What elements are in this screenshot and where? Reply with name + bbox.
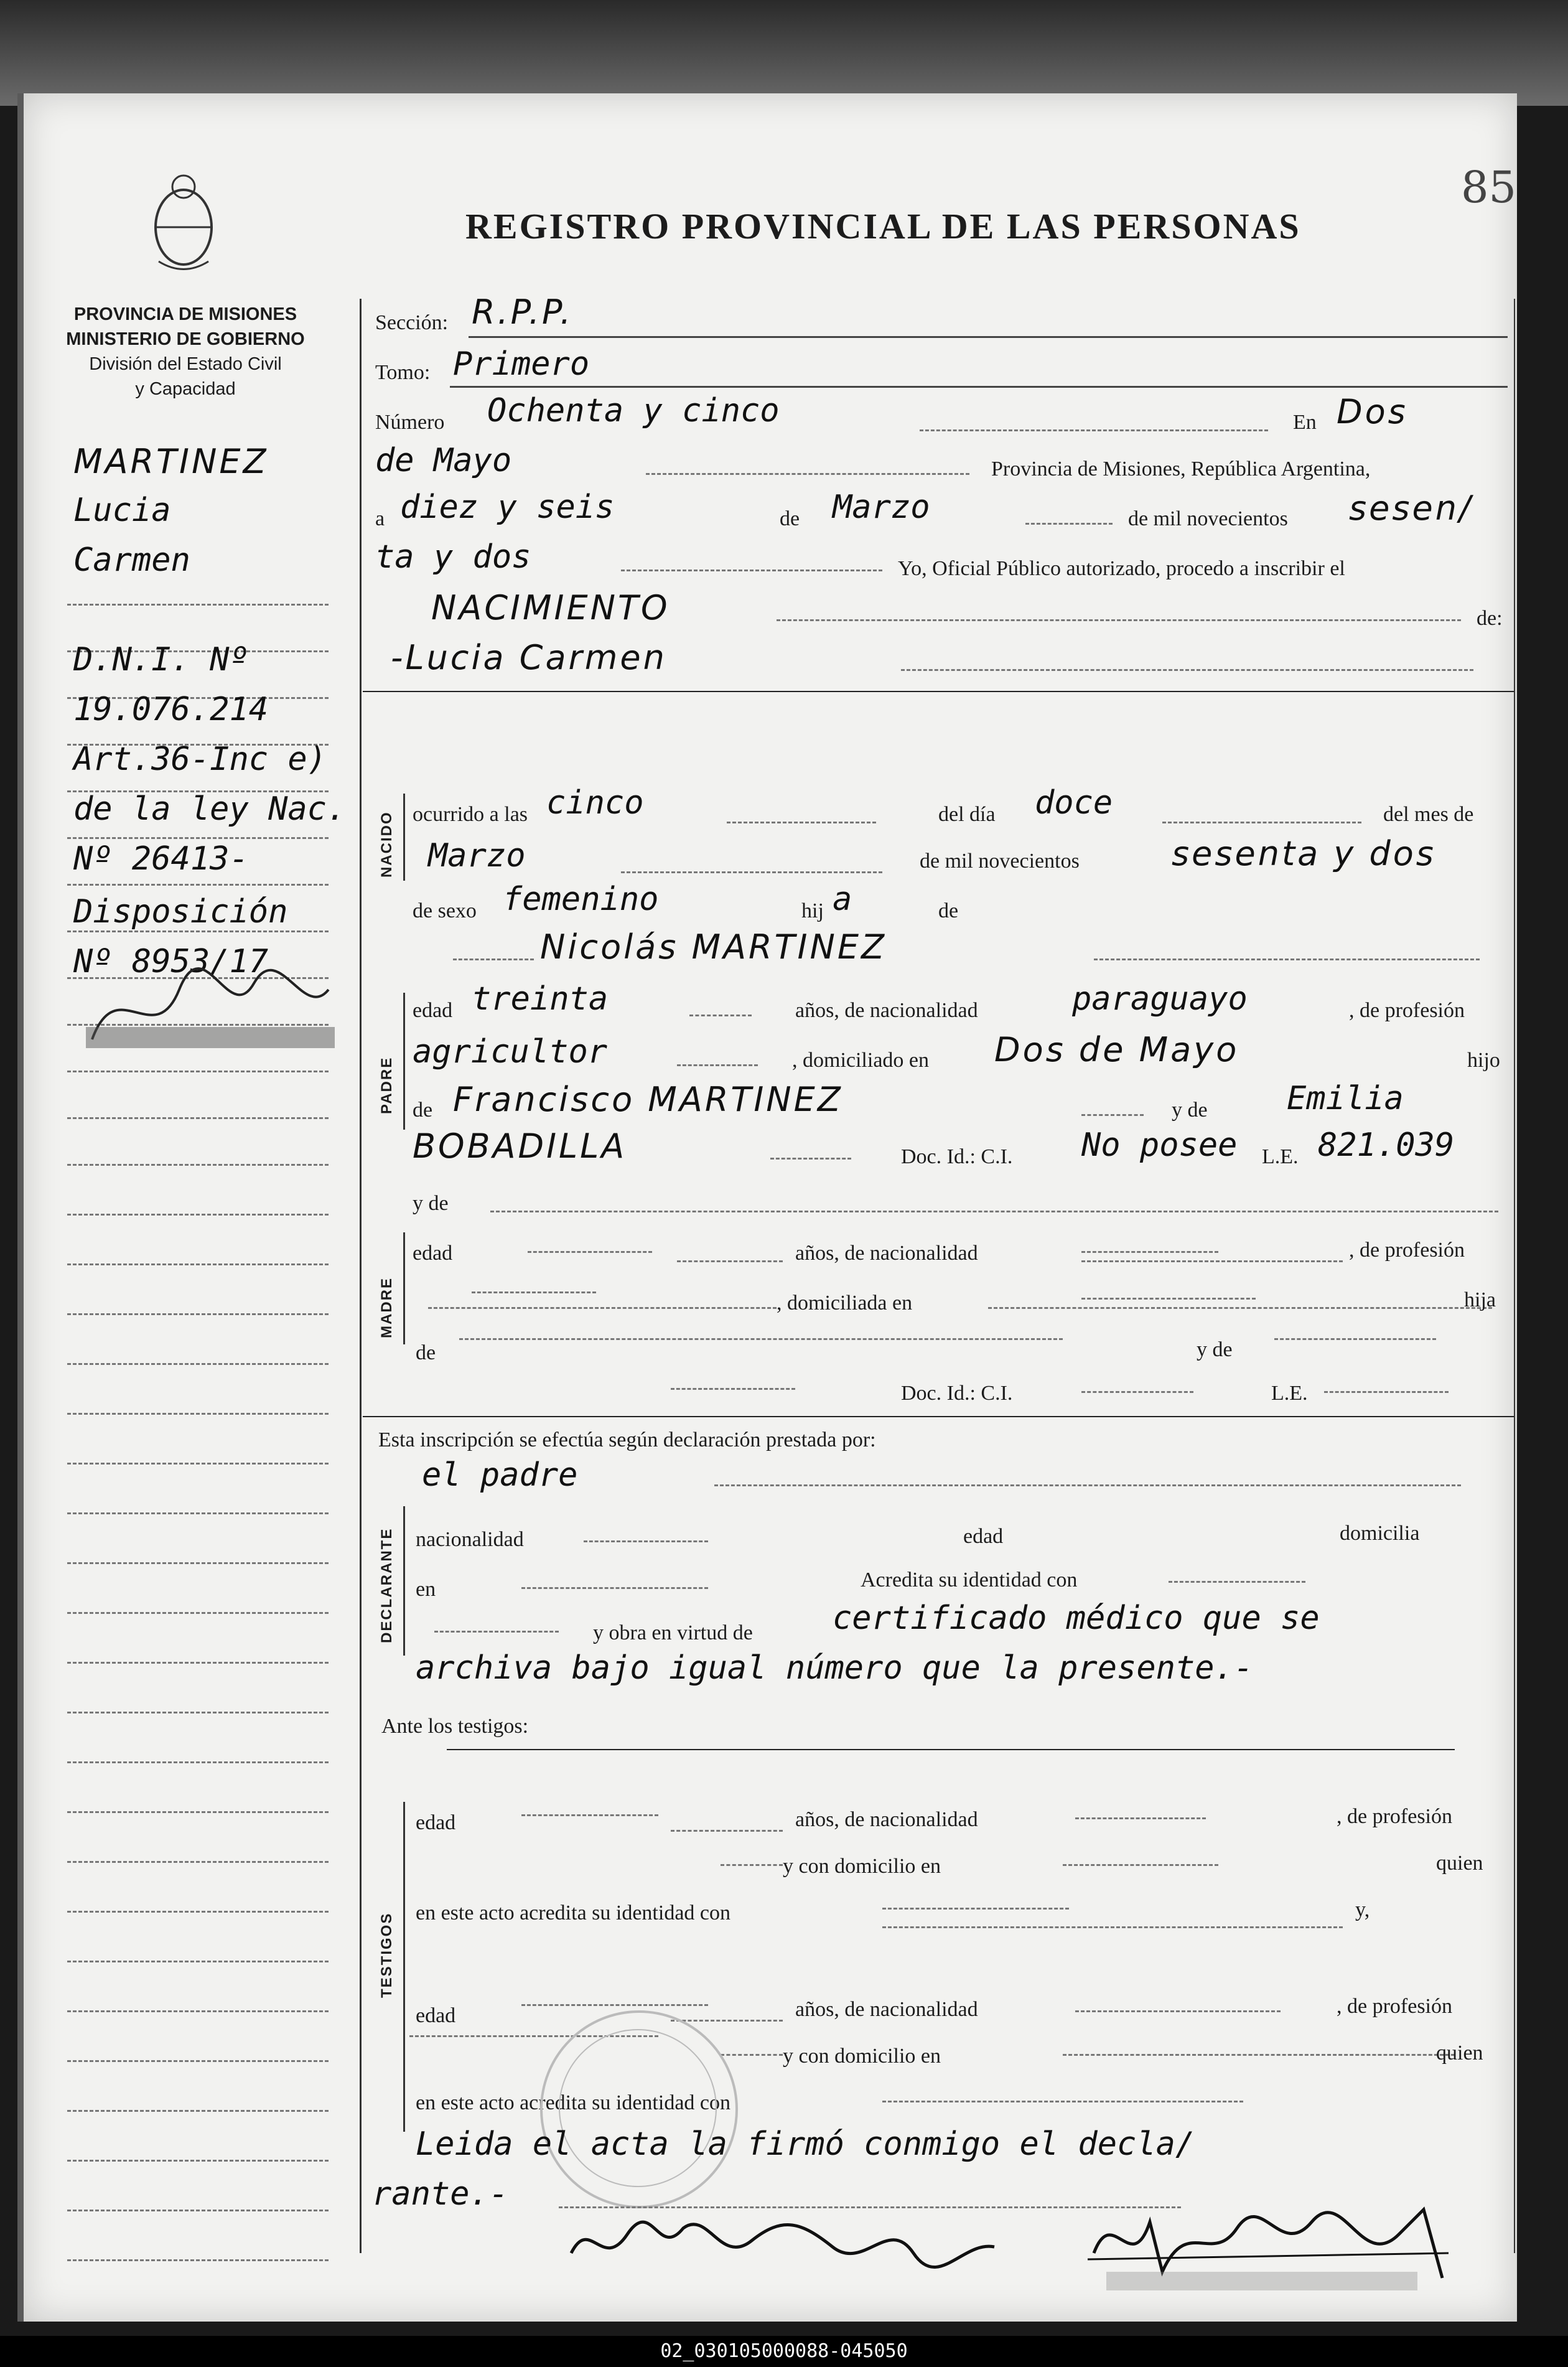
folio-number: 85 [1461,162,1517,213]
section-nacido: NACIDO [378,811,395,878]
section-padre: PADRE [378,1056,395,1114]
padre-prof-value: agricultor [413,1033,608,1071]
padre-nac-label: años, de nacionalidad [795,999,978,1022]
padre-le-value: 821.039 [1318,1127,1455,1164]
declarante-obra-label: y obra en virtud de [593,1621,753,1644]
month-value: Marzo [833,489,930,526]
padre-prof-label: , de profesión [1349,999,1465,1022]
testigo1-edad-label: edad [416,1811,456,1834]
declarante-value: el padre [422,1456,578,1494]
padre-doc-label: Doc. Id.: C.I. [901,1145,1013,1168]
day-value: diez y seis [400,489,615,526]
margin-law: de la ley Nac. [73,790,347,828]
ocurrido-label: ocurrido a las [413,803,528,826]
official-name-stamp [1106,2266,1417,2297]
year-value-cont: ta y dos [375,538,531,576]
padre-edad-value: treinta [472,980,609,1018]
seccion-value: R.P.P. [472,293,574,332]
tomo-label: Tomo: [375,361,431,384]
madre-doc-label: Doc. Id.: C.I. [901,1382,1013,1405]
testigo1-y-label: y, [1355,1898,1370,1921]
registered-name: -Lucia Carmen [391,638,667,677]
madre-dom-label: , domiciliada en [777,1291,913,1315]
de-nacido-label: de [938,899,959,922]
margin-surname: MARTINEZ [73,442,269,481]
declarante-acredita-label: Acredita su identidad con [861,1568,1078,1591]
testigos-intro: Ante los testigos: [381,1715,529,1738]
form-left-border [360,299,362,2253]
padre-le-label: L.E. [1262,1145,1299,1168]
numero-label: Número [375,411,445,434]
section-madre: MADRE [378,1277,395,1338]
margin-disposition-number: Nº 8953/17 [73,943,269,980]
margin-signature-icon [80,965,341,1058]
tomo-value: Primero [453,345,590,383]
en-label: En [1293,411,1317,434]
closing-line2: rante.- [372,2175,509,2213]
margin-dni-number: 19.076.214 [73,691,269,728]
hij-value: a [833,881,852,918]
mes-label: del mes de [1383,803,1474,826]
numero-value: Ochenta y cinco [487,392,780,429]
testigo1-quien-label: quien [1436,1852,1483,1875]
declarante-obra-value: certificado médico que se [833,1600,1320,1637]
padre-de-label: de [413,1099,433,1122]
madre-de-label: de [416,1341,436,1364]
madre-hija-label: hija [1464,1288,1496,1311]
madre-yde2-label: y de [1197,1338,1233,1361]
madre-le-label: L.E. [1271,1382,1308,1405]
declarante-obra-value2: archiva bajo igual número que la presente.- [416,1649,1254,1687]
madre-edad-label: edad [413,1242,453,1265]
padre-dom-label: , domiciliado en [792,1049,930,1072]
issuer-line: PROVINCIA DE MISIONES [73,304,297,324]
anio-label: de mil novecientos [920,850,1080,873]
issuer-line: MINISTERIO DE GOBIERNO [66,329,305,349]
margin-given-name: Carmen [73,541,190,579]
closing-line1: Leida el acta la firmó conmigo el decla/ [416,2126,1195,2163]
testigo2-quien-label: quien [1436,2041,1483,2065]
padre-yde-label: y de [1172,1099,1208,1122]
margin-law-number: Nº 26413- [73,840,249,878]
anio-value: sesenta y dos [1172,834,1436,873]
testigo2-edad-label: edad [416,2004,456,2027]
margin-article: Art.36-Inc e) [73,741,327,778]
dia-value: doce [1035,784,1113,822]
testigo1-nac-label: años, de nacionalidad [795,1808,978,1831]
margin-given-name: Lucia [73,492,171,529]
hij-label: hij [801,899,824,922]
issuer-line: y Capacidad [135,379,236,399]
testigo1-dom-label: y con domicilio en [783,1855,941,1878]
grandfather-name: Francisco MARTINEZ [453,1080,843,1119]
mes-value: Marzo [428,837,526,874]
declarante-nac-label: nacionalidad [416,1528,524,1551]
madre-prof-label: , de profesión [1349,1239,1465,1262]
issuer-line: División del Estado Civil [89,354,282,374]
oficial-text: Yo, Oficial Público autorizado, procedo a inscribir el [898,557,1345,580]
form-right-border [1514,299,1515,2253]
declarante-en-label: en [416,1578,436,1601]
madre-yde-label: y de [413,1192,449,1215]
section-declarante: DECLARANTE [378,1527,395,1643]
testigo2-prof-label: , de profesión [1337,1995,1453,2018]
official-seal-inner [559,2029,717,2187]
padre-dom-value: Dos de Mayo [994,1030,1239,1069]
de-label: de [780,507,800,530]
seccion-label: Sección: [375,311,449,334]
sexo-label: de sexo [413,899,477,922]
declarante-intro: Esta inscripción se efectúa según declaración prestada por: [378,1428,876,1451]
province-label: Provincia de Misiones, República Argentina, [991,457,1371,480]
padre-hijo-label: hijo [1467,1049,1500,1072]
testigo1-prof-label: , de profesión [1337,1805,1453,1828]
grandmother-surname: BOBADILLA [413,1127,627,1166]
madre-nac-label: años, de nacionalidad [795,1242,978,1265]
issuer-block [49,302,322,401]
sexo-value: femenino [503,881,659,918]
a-label: a [375,507,385,530]
margin-disposition: Disposición [73,893,288,930]
document-page [17,93,1517,2322]
declarante-domicilia-label: domicilia [1340,1522,1420,1545]
en-value: Dos [1337,392,1408,431]
hour-value: cinco [546,784,644,822]
testigo1-acto-label: en este acto acredita su identidad con [416,1901,730,1924]
declarant-signature-icon [565,2203,1001,2284]
coat-of-arms-icon [143,168,224,274]
year-value: sesen/ [1349,489,1473,528]
year-label: de mil novecientos [1128,507,1288,530]
place-value: de Mayo [375,442,512,479]
declarante-edad-label: edad [963,1525,1004,1548]
margin-dni-label: D.N.I. Nº [73,641,249,678]
padre-nac-value: paraguayo [1072,980,1248,1018]
dia-label: del día [938,803,996,826]
file-id-bar: 02_030105000088-045050 [0,2336,1568,2367]
padre-edad-label: edad [413,999,453,1022]
grandmother-name: Emilia [1287,1080,1404,1117]
testigo2-dom-label: y con domicilio en [783,2045,941,2068]
de2-label: de: [1477,607,1503,630]
binding-shadow [0,0,1568,106]
testigo2-acto-label: en este acto acredita su identidad con [416,2091,730,2114]
act-value: NACIMIENTO [431,588,670,627]
padre-doc-value: No posee [1081,1127,1238,1164]
page-title: REGISTRO PROVINCIAL DE LAS PERSONAS [465,206,1301,246]
testigo2-nac-label: años, de nacionalidad [795,1998,978,2021]
father-name: Nicolás MARTINEZ [540,927,887,967]
section-testigos: TESTIGOS [378,1912,395,1998]
